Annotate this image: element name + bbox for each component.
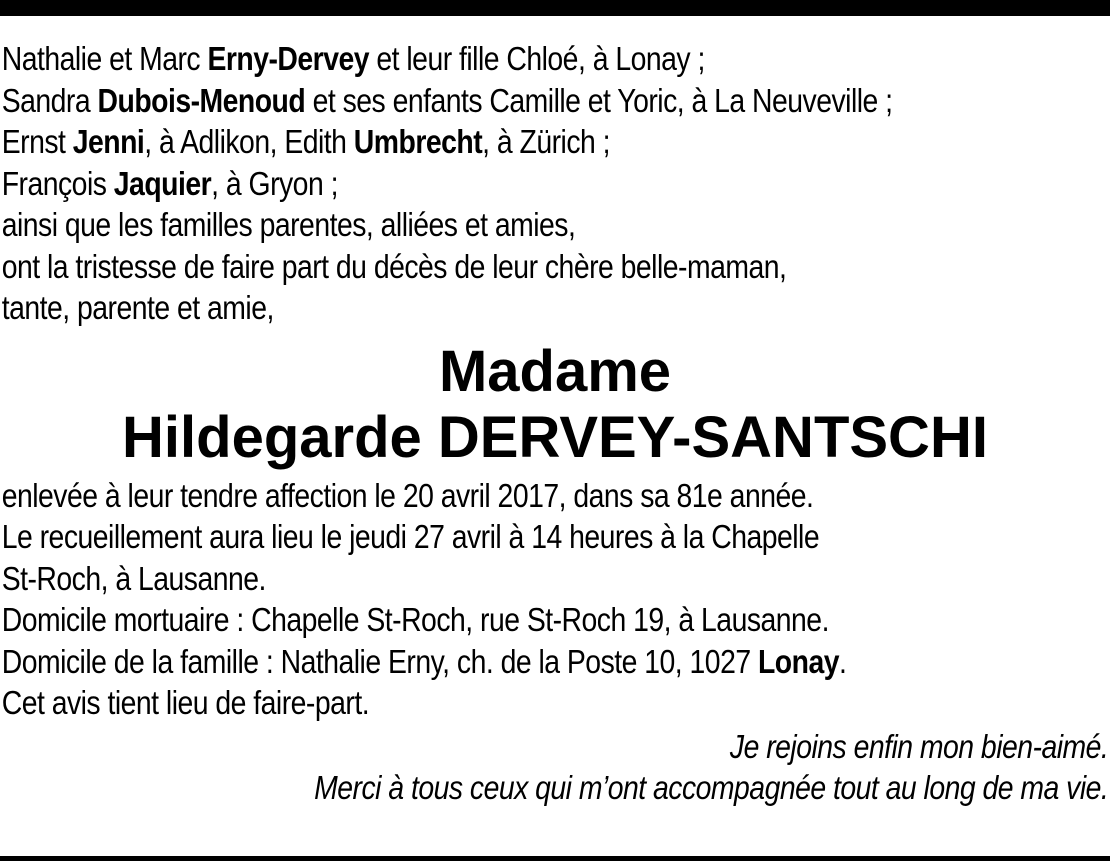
closing-quote [0,726,1110,808]
family-line-3-text-e: , à Zürich ; [482,123,611,160]
family-line-1-text-a: Nathalie et Marc [1,40,208,77]
family-name-dubois-menoud: Dubois-Menoud [97,81,306,119]
family-town-lonay: Lonay [757,642,839,680]
family-line-7: tante, parente et amie, [1,289,274,326]
bottom-border-rule [0,856,1110,861]
family-name-jaquier: Jaquier [113,164,212,202]
details-line-5 [0,641,955,683]
deceased-title: Madame [438,338,672,404]
details-line-4: Domicile mortuaire : Chapelle St-Roch, rue St-Roch 19, à Lausanne. [1,601,829,638]
family-line-3-text-c: , à Adlikon, Edith [144,123,354,160]
family-line-1 [0,38,955,80]
family-line-4 [0,163,955,205]
family-line-4-text-a: François [1,164,114,202]
details-line-5-text-c: . [838,642,847,680]
family-line-4-text-c: , à Gryon ; [211,164,338,202]
family-line-3-text-a: Ernst [1,123,73,160]
details-line-1: enlevée à leur tendre affection le 20 avril 2017, dans sa 81e année. [1,476,814,514]
details-line-5-text-a: Domicile de la famille : Nathalie Erny, ch. de la Poste 10, 1027 [1,642,758,680]
deceased-name: Hildegarde DERVEY-SANTSCHI [122,404,988,470]
family-line-1-text-c: et leur fille Chloé, à Lonay ; [369,40,705,77]
family-name-jenni: Jenni [72,123,145,160]
family-line-3 [0,121,955,163]
family-name-umbrecht: Umbrecht [353,123,483,160]
family-line-2-text-c: et ses enfants Camille et Yoric, à La Neuveville ; [305,81,893,119]
family-announcement [0,38,1110,329]
quote-line-2: Merci à tous ceux qui m’ont accompagnée tout au long de ma vie. [314,768,1109,806]
deceased-name-block [0,339,1110,471]
quote-line-1: Je rejoins enfin mon bien-aimé. [729,727,1109,765]
family-line-2-text-a: Sandra [1,81,98,119]
details-line-2: Le recueillement aura lieu le jeudi 27 avril à 14 heures à la Chapelle [1,518,820,555]
family-line-6: ont la tristesse de faire part du décès de leur chère belle-maman, [1,247,787,285]
details-line-3: St-Roch, à Lausanne. [1,559,266,597]
funeral-details [0,475,1110,724]
details-line-6: Cet avis tient lieu de faire-part. [1,684,370,721]
family-name-erny-dervey: Erny-Dervey [207,40,370,77]
obituary-notice [0,38,1110,808]
top-border-rule [0,0,1110,16]
family-line-5: ainsi que les familles parentes, alliées et amies, [1,206,576,243]
family-line-2 [0,80,955,122]
